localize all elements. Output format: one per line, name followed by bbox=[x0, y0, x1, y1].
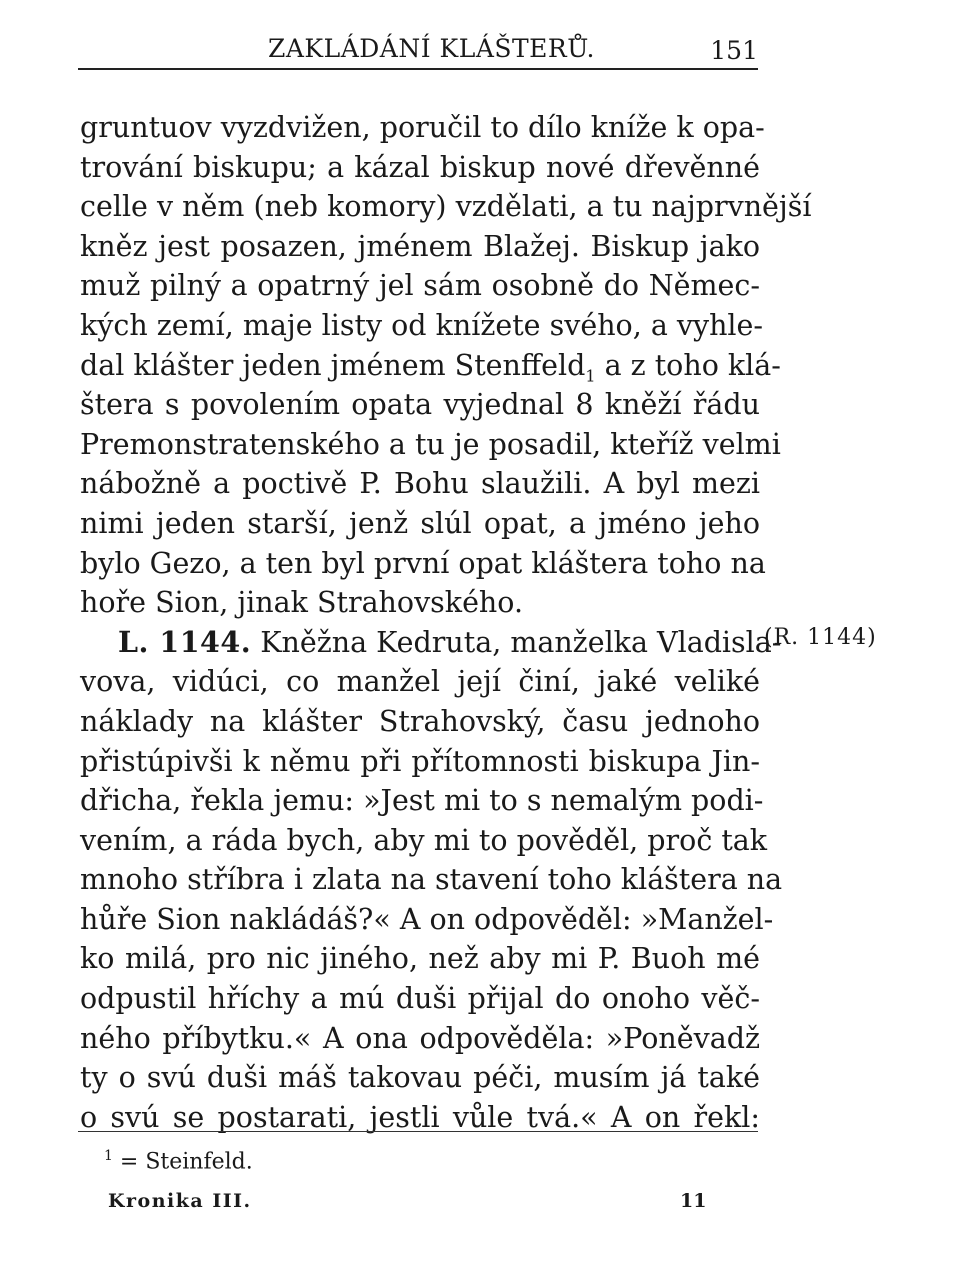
sheet-number: 11 bbox=[680, 1190, 707, 1212]
text-line: ty o svú duši máš takovau péči, musím já také bbox=[80, 1061, 760, 1095]
text-line: štera s povolením opata vyjednal 8 kněží řádu bbox=[80, 388, 760, 422]
text-segment: Kněžna Kedruta, manželka Vladisla- bbox=[251, 625, 782, 659]
text-line: gruntuov vyzdvižen, poručil to dílo kníže k opa- bbox=[80, 111, 765, 144]
footnote-text: = Steinfeld. bbox=[112, 1149, 253, 1175]
text-line: náklady na klášter Strahovský, času jednoho bbox=[80, 704, 760, 738]
text-line: mnoho stříbra i zlata na stavení toho kláštera na bbox=[80, 863, 783, 897]
page-number: 151 bbox=[710, 36, 758, 65]
text-segment: a z toho klá- bbox=[595, 348, 781, 382]
body-text bbox=[80, 108, 812, 1137]
signature-mark: Kronika III. bbox=[108, 1190, 252, 1212]
margin-note: (R. 1144) bbox=[764, 625, 877, 650]
text-line: kých zemí, maje listy od knížete svého, a vyhle- bbox=[80, 308, 764, 342]
header-rule bbox=[78, 68, 758, 70]
text-line: hůře Sion nakládáš?« A on odpověděl: »Manžel- bbox=[80, 902, 774, 936]
text-line: přistúpivši k němu při přítomnosti biskupa Jin- bbox=[80, 744, 760, 778]
year-label: L. 1144. bbox=[118, 624, 252, 659]
text-line: trování biskupu; a kázal biskup nové dřevěnné bbox=[80, 150, 760, 184]
text-line: bylo Gezo, a ten byl první opat kláštera toho na bbox=[80, 546, 766, 580]
text-line: vova, vidúci, co manžel její činí, jaké veliké bbox=[80, 665, 760, 699]
footnote-marker: 1 bbox=[104, 1148, 113, 1164]
text-line: ko milá, pro nic jiného, než aby mi P. Buoh mé bbox=[80, 942, 760, 976]
footnote-ref: 1 bbox=[585, 366, 596, 386]
text-line: odpustil hříchy a mú duši přijal do onoho věč- bbox=[80, 982, 760, 1016]
text-line: ného příbytku.« A ona odpověděla: »Poněvadž bbox=[80, 1021, 760, 1055]
footnote-rule bbox=[78, 1131, 758, 1132]
text-line: hoře Sion, jinak Strahovského. bbox=[80, 586, 524, 620]
text-line: celle v něm (neb komory) vzdělati, a tu najprvnější bbox=[80, 190, 812, 224]
text-line: vením, a ráda bych, aby mi to pověděl, proč tak bbox=[80, 823, 768, 857]
text-line: nimi jeden starší, jenž slúl opat, a jméno jeho bbox=[80, 506, 760, 540]
text-segment: dal klášter jeden jménem Stenffeld bbox=[80, 348, 586, 382]
text-line: o svú se postarati, jestli vůle tvá.« A on řekl: bbox=[80, 1100, 760, 1134]
paragraph-start-line bbox=[80, 623, 782, 663]
text-line-with-footnote-ref bbox=[80, 346, 781, 386]
footnote bbox=[104, 1148, 253, 1174]
text-line: nábožně a poctivě P. Bohu slaužili. A byl mezi bbox=[80, 467, 760, 501]
text-line: Premonstratenského a tu je posadil, kteříž velmi bbox=[80, 427, 781, 461]
text-line: muž pilný a opatrný jel sám osobně do Němec- bbox=[80, 269, 760, 303]
running-title: ZAKLÁDÁNÍ KLÁŠTERŮ. bbox=[268, 34, 595, 63]
page-header bbox=[78, 30, 758, 70]
text-line: kněz jest posazen, jménem Blažej. Biskup jako bbox=[80, 229, 760, 263]
text-line: dřicha, řekla jemu: »Jest mi to s nemalým podi- bbox=[80, 784, 764, 818]
